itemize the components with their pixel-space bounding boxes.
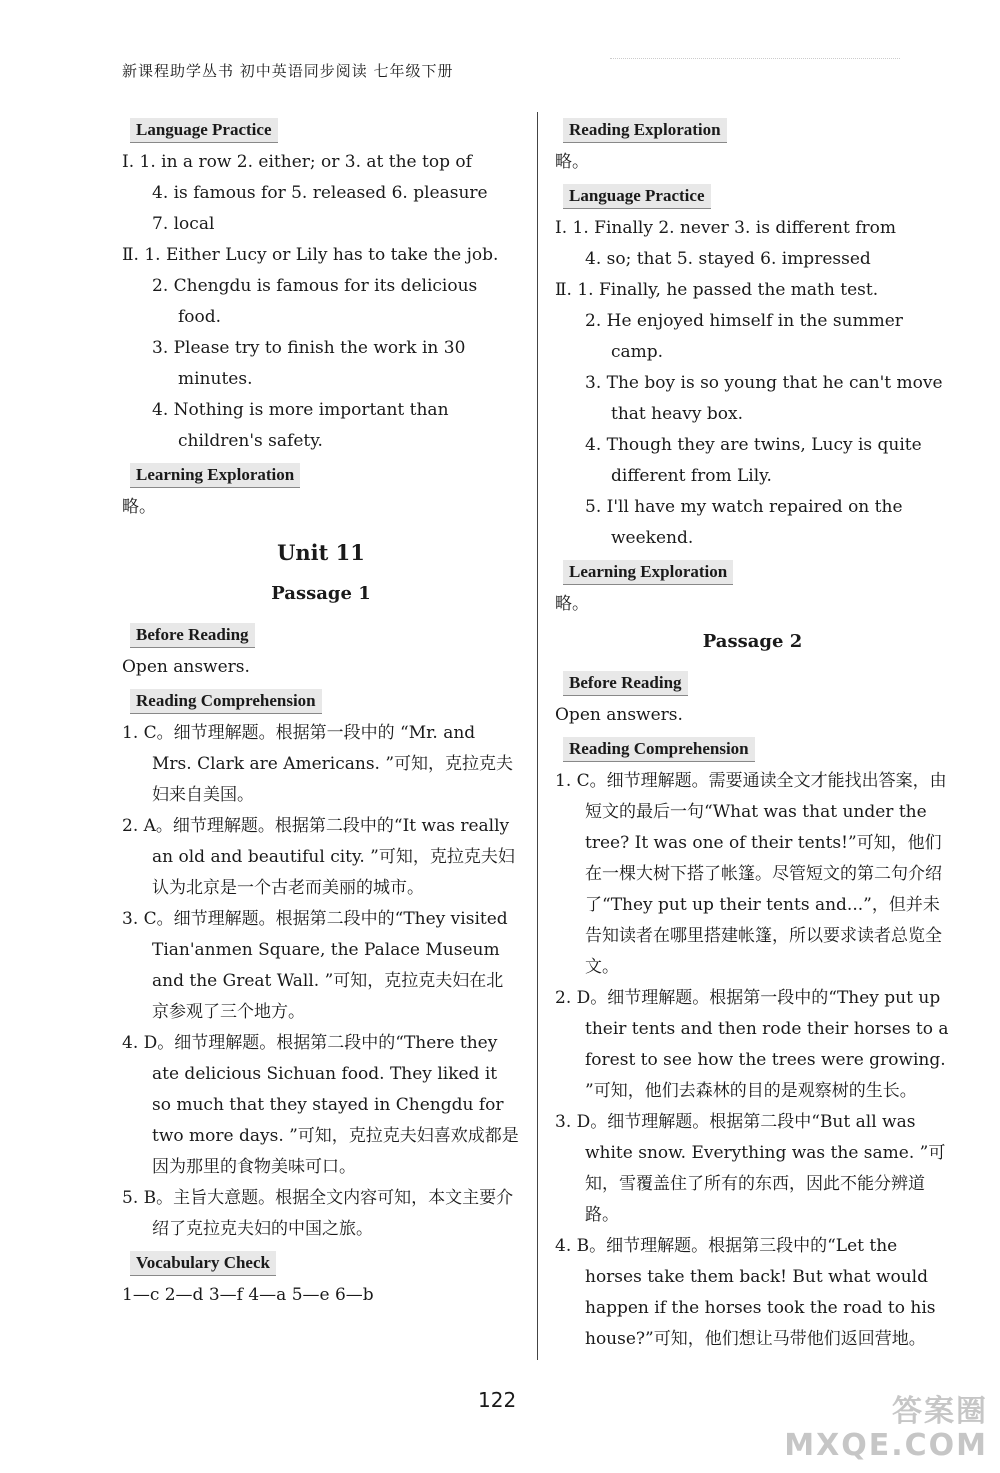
answer-item: 3. C。细节理解题。根据第二段中的“They visited Tian'anmen Square, the Palace Museum and the Great Wall. ”可知，克拉克夫妇在北京参观了三个地方。 bbox=[122, 909, 508, 1022]
answer-line: 4. is famous for 5. released 6. pleasure bbox=[152, 183, 488, 203]
answer-line: Ⅱ. 1. Either Lucy or Lily has to take the job. bbox=[122, 245, 499, 265]
answer-text: 略。 bbox=[555, 152, 589, 172]
column-divider bbox=[537, 112, 538, 1360]
answer-line: 2. Chengdu is famous for its delicious food. bbox=[152, 276, 478, 327]
section-learning-exploration: Learning Exploration bbox=[130, 463, 300, 488]
watermark-logo bbox=[784, 1395, 988, 1463]
answer-item: 2. D。细节理解题。根据第一段中的“They put up their tents and then rode their horses to a forest to see how the trees were growing. ”可知，他们去森林的目的是观察树的生长。 bbox=[555, 988, 949, 1101]
passage-title: Passage 1 bbox=[271, 583, 371, 604]
section-before-reading: Before Reading bbox=[130, 623, 255, 648]
answer-line: 3. The boy is so young that he can't move that heavy box. bbox=[585, 373, 943, 424]
watermark-line: 答案圈 bbox=[892, 1394, 988, 1429]
section-reading-comprehension: Reading Comprehension bbox=[563, 737, 755, 762]
answer-item: 4. B。细节理解题。根据第三段中的“Let the horses take them back! But what would happen if the horses took the road to his house?”可知，他们想让马带他们返回营地。 bbox=[555, 1236, 936, 1349]
section-language-practice: Language Practice bbox=[130, 118, 278, 143]
answer-line: 4. Though they are twins, Lucy is quite different from Lily. bbox=[585, 435, 922, 486]
answer-line: 7. local bbox=[152, 214, 215, 234]
header-rule bbox=[610, 58, 900, 60]
left-column bbox=[122, 112, 520, 1311]
answer-item: 5. B。主旨大意题。根据全文内容可知，本文主要介绍了克拉克夫妇的中国之旅。 bbox=[122, 1188, 514, 1239]
answer-line: 5. I'll have my watch repaired on the weekend. bbox=[585, 497, 903, 548]
page-number: 122 bbox=[478, 1388, 517, 1412]
watermark-line: MXQE.COM bbox=[784, 1428, 988, 1463]
answer-text: Open answers. bbox=[122, 657, 250, 677]
answer-item: 4. D。细节理解题。根据第二段中的“There they ate delicious Sichuan food. They liked it so much that they stayed in Chengdu for two more days. ”可知，克拉克夫妇喜欢成都是因为那里的食物美味可口。 bbox=[122, 1033, 519, 1177]
answer-line: Ⅰ. 1. Finally 2. never 3. is different from bbox=[555, 218, 896, 238]
section-reading-exploration: Reading Exploration bbox=[563, 118, 727, 143]
answer-item: 1. C。细节理解题。需要通读全文才能找出答案，由短文的最后一句“What was that under the tree? It was one of their tents!”可知，他们在一棵大树下搭了帐篷。尽管短文的第二句介绍了“They put up their tents and...”，但并未告知读者在哪里搭建帐篷，所以要求读者总览全文。 bbox=[555, 771, 947, 977]
book-header: 新课程助学丛书 初中英语同步阅读 七年级下册 bbox=[122, 62, 454, 80]
answer-line: 3. Please try to finish the work in 30 minutes. bbox=[152, 338, 466, 389]
section-reading-comprehension: Reading Comprehension bbox=[130, 689, 322, 714]
section-vocabulary-check: Vocabulary Check bbox=[130, 1251, 276, 1276]
section-language-practice: Language Practice bbox=[563, 184, 711, 209]
answer-line: Ⅰ. 1. in a row 2. either; or 3. at the top of bbox=[122, 152, 472, 172]
passage-title: Passage 2 bbox=[702, 631, 803, 652]
section-before-reading: Before Reading bbox=[563, 671, 688, 696]
right-column bbox=[555, 112, 950, 1355]
section-learning-exploration: Learning Exploration bbox=[563, 560, 733, 585]
unit-title: Unit 11 bbox=[277, 540, 365, 565]
answer-item: 2. A。细节理解题。根据第二段中的“It was really an old and beautiful city. ”可知，克拉克夫妇认为北京是一个古老而美丽的城市。 bbox=[122, 816, 515, 898]
answer-text: 略。 bbox=[122, 497, 156, 517]
answer-line: 2. He enjoyed himself in the summer camp. bbox=[585, 311, 903, 362]
answer-line: 4. Nothing is more important than children's safety. bbox=[152, 400, 449, 451]
answer-text: 1—c 2—d 3—f 4—a 5—e 6—b bbox=[122, 1285, 374, 1305]
answer-item: 1. C。细节理解题。根据第一段中的 “Mr. and Mrs. Clark are Americans. ”可知，克拉克夫妇来自美国。 bbox=[122, 723, 514, 805]
answer-text: Open answers. bbox=[555, 705, 683, 725]
answer-line: Ⅱ. 1. Finally, he passed the math test. bbox=[555, 280, 879, 300]
answer-item: 3. D。细节理解题。根据第二段中“But all was white snow. Everything was the same. ”可知，雪覆盖住了所有的东西，因此不能分辨道路。 bbox=[555, 1112, 946, 1225]
answer-line: 4. so; that 5. stayed 6. impressed bbox=[585, 249, 871, 269]
answer-text: 略。 bbox=[555, 594, 589, 614]
